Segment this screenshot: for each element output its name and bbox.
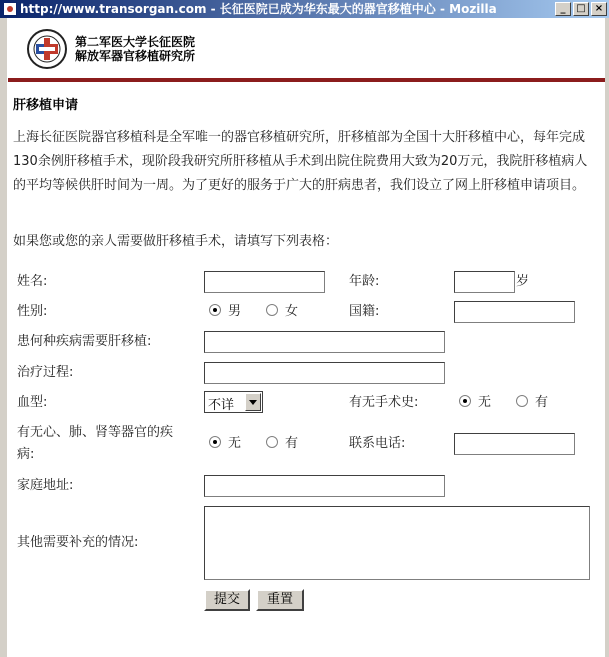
blood-type-label: 血型:: [17, 395, 48, 410]
page-title: 肝移植申请: [13, 98, 79, 113]
close-icon[interactable]: ×: [591, 2, 607, 16]
chevron-down-icon[interactable]: [245, 393, 261, 411]
window-controls: [553, 2, 607, 16]
intro-paragraph: 上海长征医院器官移植科是全军唯一的器官移植研究所，肝移植部为全国十大肝移植中心，每年完成130余例肝移植手术，现阶段我研究所肝移植从手术到出院住院费用大致为20万元，我院肝移植病人的平均等候供肝时间为一周。为了更好的服务于广大的肝病患者，我们设立了网上肝移植申请项目。: [13, 130, 588, 193]
treatment-label: 治疗过程:: [17, 365, 74, 380]
gender-male-label: 男: [228, 304, 242, 319]
reset-button[interactable]: 重置: [256, 589, 304, 611]
other-info-textarea[interactable]: [204, 506, 590, 580]
phone-input[interactable]: [454, 433, 575, 455]
nationality-input[interactable]: [454, 301, 575, 323]
browser-app-icon: [3, 2, 17, 16]
surgery-yes-radio[interactable]: [516, 395, 528, 407]
surgery-yes-label: 有: [535, 395, 549, 410]
disease-label: 患何种疾病需要肝移植:: [17, 334, 152, 349]
organ-yes-label: 有: [285, 436, 299, 451]
blood-type-value: 不详: [208, 398, 235, 413]
window-titlebar: [0, 0, 609, 18]
header-divider: [8, 78, 605, 82]
organ-disease-label-line2: 病:: [17, 447, 35, 462]
address-label: 家庭地址:: [17, 478, 74, 493]
organ-none-label: 无: [228, 436, 242, 451]
name-label: 姓名:: [17, 274, 48, 289]
surgery-none-radio[interactable]: [459, 395, 471, 407]
org-name-line2: 解放军器官移植研究所: [75, 49, 196, 63]
address-input[interactable]: [204, 475, 445, 497]
other-info-label: 其他需要补充的情况:: [17, 535, 139, 550]
left-frame-edge: [4, 18, 7, 657]
disease-input[interactable]: [204, 331, 445, 353]
nationality-label: 国籍:: [349, 304, 380, 319]
maximize-icon[interactable]: □: [573, 2, 589, 16]
age-label: 年龄:: [349, 274, 380, 289]
gender-female-label: 女: [285, 304, 299, 319]
name-input[interactable]: [204, 271, 325, 293]
gender-label: 性别:: [17, 304, 48, 319]
window-title: http://www.transorgan.com - 长征医院已成为华东最大的器官移植中心 - Mozilla: [20, 2, 497, 16]
gender-male-radio[interactable]: [209, 304, 221, 316]
org-name-line1: 第二军医大学长征医院: [75, 35, 196, 49]
gender-female-radio[interactable]: [266, 304, 278, 316]
treatment-input[interactable]: [204, 362, 445, 384]
age-unit: 岁: [516, 274, 530, 289]
form-instruction: 如果您或您的亲人需要做肝移植手术，请填写下列表格：: [13, 234, 339, 249]
hospital-logo-icon: [22, 28, 72, 70]
surgery-none-label: 无: [478, 395, 492, 410]
page-content: [4, 18, 605, 657]
surgery-history-label: 有无手术史:: [349, 395, 419, 410]
blood-type-select[interactable]: [204, 391, 263, 413]
organ-yes-radio[interactable]: [266, 436, 278, 448]
org-name: [75, 35, 195, 63]
submit-button[interactable]: 提交: [204, 589, 250, 611]
minimize-icon[interactable]: _: [555, 2, 571, 16]
site-header: [4, 18, 605, 80]
phone-label: 联系电话:: [349, 436, 406, 451]
organ-disease-label-line1: 有无心、肺、肾等器官的疾: [17, 425, 174, 440]
age-input[interactable]: [454, 271, 515, 293]
organ-none-radio[interactable]: [209, 436, 221, 448]
